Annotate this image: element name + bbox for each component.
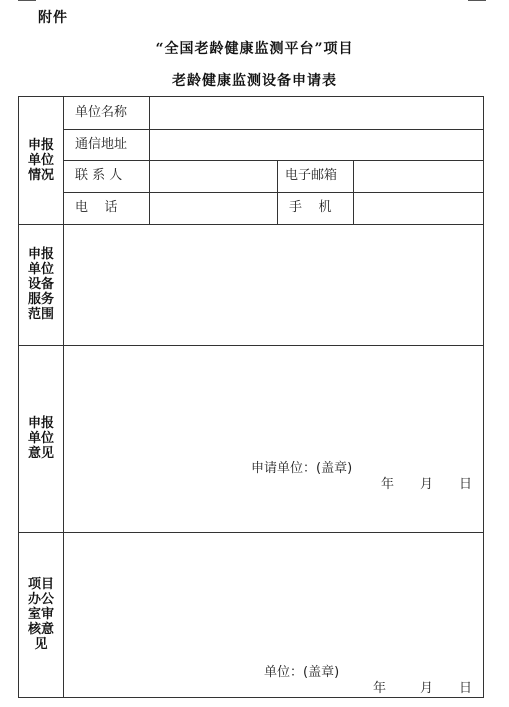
split-divider-a (277, 160, 278, 224)
opinion-date-day: 日 (459, 477, 473, 492)
service-scope-field[interactable] (64, 225, 482, 344)
review-date-year: 年 (373, 681, 387, 696)
section-label-service-scope: 申报单位设备服务范围 (27, 247, 54, 322)
contact-field[interactable] (150, 161, 276, 191)
address-field[interactable] (150, 130, 482, 159)
review-date-day: 日 (459, 681, 473, 696)
opinion-date-month: 月 (420, 477, 434, 492)
section-label-opinion: 申报单位意见 (27, 416, 54, 461)
opinion-sign-unit: 申请单位：(盖章) (251, 461, 353, 476)
application-form (18, 96, 484, 698)
crop-mark-left (18, 0, 36, 1)
field-label-address: 通信地址 (75, 137, 128, 152)
review-sign-unit: 单位：(盖章) (264, 665, 340, 680)
crop-mark-right (468, 0, 486, 1)
field-label-unit-name: 单位名称 (75, 105, 128, 120)
document-subtitle: 老龄健康监测设备申请表 (172, 73, 337, 89)
section-label-review: 项目办公室审核意见 (27, 577, 54, 652)
section-label-unit-info: 申报单位情况 (27, 138, 54, 183)
field-label-mobile: 手 机 (289, 200, 332, 215)
review-field[interactable] (64, 533, 482, 623)
opinion-field[interactable] (64, 346, 482, 456)
email-field[interactable] (354, 161, 482, 191)
mobile-field[interactable] (354, 193, 482, 223)
field-label-email: 电子邮箱 (285, 168, 338, 183)
review-date-month: 月 (420, 681, 434, 696)
attachment-label: 附件 (38, 10, 68, 26)
field-label-contact: 联 系 人 (75, 168, 123, 183)
unit-name-field[interactable] (150, 98, 482, 128)
document-title: “全国老龄健康监测平台”项目 (155, 41, 354, 57)
field-label-phone: 电 话 (75, 200, 118, 215)
opinion-date-year: 年 (381, 477, 395, 492)
phone-field[interactable] (150, 193, 276, 223)
